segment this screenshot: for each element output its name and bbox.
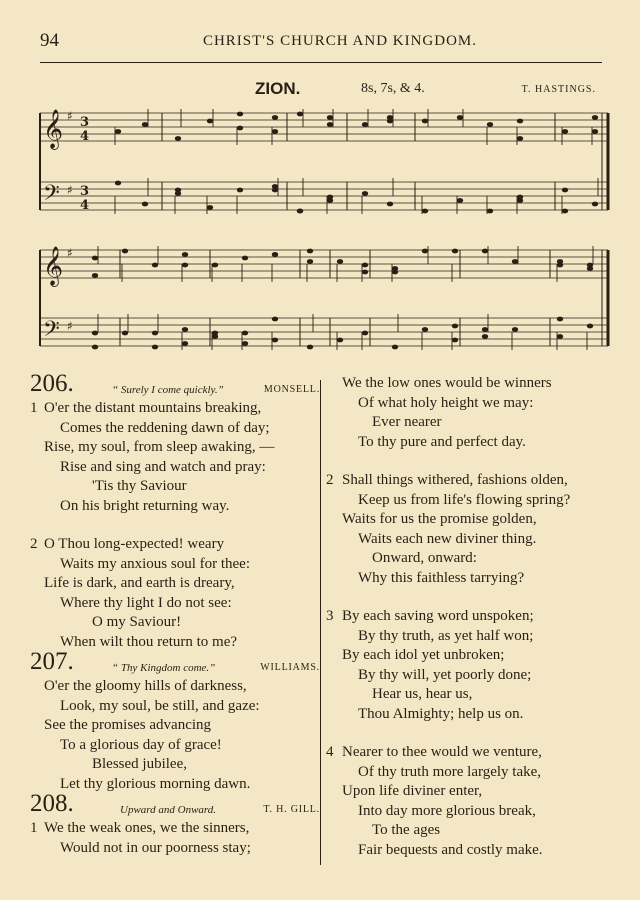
verse-line: Waits my anxious soul for thee: [60, 555, 251, 572]
note-head [517, 195, 523, 200]
sharp-icon: ♯ [67, 183, 73, 197]
note-head [237, 126, 243, 131]
note-head [115, 181, 121, 186]
note-head [362, 270, 368, 275]
note-head [152, 263, 158, 268]
verse-line: Ever nearer [372, 414, 442, 430]
note-head [327, 122, 333, 127]
note-head [562, 129, 568, 134]
note-head [482, 327, 488, 332]
note-head [142, 122, 148, 127]
note-head [362, 122, 368, 127]
hymn-208-number: 208. [30, 790, 74, 817]
note-head [362, 191, 368, 196]
note-head [182, 252, 188, 257]
note-head [562, 188, 568, 193]
note-head [587, 263, 593, 268]
time-signature-icon: 4 [80, 129, 90, 144]
hymn-208-stanza-1-cont [326, 374, 606, 452]
note-head [457, 115, 463, 120]
note-head [337, 259, 343, 264]
verse-line: We the low ones would be winners [342, 375, 552, 391]
note-head [307, 259, 313, 264]
verse-line: Why this faithless tarrying? [358, 569, 525, 586]
note-head [487, 122, 493, 127]
note-head [115, 129, 121, 134]
note-head [297, 112, 303, 117]
note-head [92, 273, 98, 278]
verse-line: Would not in our poorness stay; [60, 839, 251, 856]
verse-line: Let thy glorious morning dawn. [60, 775, 251, 792]
time-signature-icon: 4 [80, 198, 90, 213]
note-head [122, 249, 128, 254]
note-head [362, 263, 368, 268]
note-head [237, 112, 243, 117]
note-head [272, 338, 278, 343]
note-head [152, 345, 158, 350]
sharp-icon: ♯ [67, 109, 73, 123]
verse-line: 3 By each saving word unspoken; [326, 608, 534, 624]
verse-line: O'er the gloomy hills of darkness, [44, 678, 247, 694]
note-head [592, 115, 598, 120]
note-head [175, 136, 181, 141]
note-head [92, 345, 98, 350]
time-signature-icon: 3 [80, 184, 90, 199]
hymn-207-author: WILLIAMS. [260, 662, 320, 673]
note-head [92, 331, 98, 336]
note-head [512, 327, 518, 332]
verse-line: Comes the reddening dawn of day; [60, 419, 270, 436]
hymn-208-author: T. H. GILL. [263, 804, 320, 815]
hymn-207-stanza-1 [30, 677, 320, 794]
left-column [30, 370, 320, 858]
note-head [387, 115, 393, 120]
sharp-icon: ♯ [67, 246, 73, 260]
note-head [272, 252, 278, 257]
hymn-208-title: Upward and Onward. [120, 804, 217, 816]
verse-line: To a glorious day of grace! [60, 736, 222, 753]
note-head [242, 256, 248, 261]
sharp-icon: ♯ [67, 319, 73, 333]
hymn-206-stanza-1 [30, 399, 320, 516]
verse-line: Upon life diviner enter, [342, 783, 483, 799]
verse-line: Waits for us the promise golden, [342, 511, 537, 527]
note-head [517, 119, 523, 124]
verse-line: Onward, onward: [372, 550, 477, 566]
bass-clef-icon: 𝄢 [43, 181, 60, 211]
note-head [327, 195, 333, 200]
bass-clef-icon: 𝄢 [43, 317, 60, 347]
note-head [175, 191, 181, 196]
verse-line: When wilt thou return to me? [60, 633, 238, 650]
note-head [182, 341, 188, 346]
note-head [182, 327, 188, 332]
verse-line: Look, my soul, be still, and gaze: [60, 697, 260, 714]
verse-line: Keep us from life's flowing spring? [358, 491, 571, 508]
note-head [422, 209, 428, 214]
note-head [562, 209, 568, 214]
note-head [152, 331, 158, 336]
verse-line: On his bright returning way. [60, 497, 230, 514]
note-head [337, 338, 343, 343]
verse-line: 1 We the weak ones, we the sinners, [30, 820, 250, 836]
note-head [457, 198, 463, 203]
hymn-207-title: “ Thy Kingdom come.” [112, 662, 216, 674]
note-head [242, 331, 248, 336]
note-head [182, 263, 188, 268]
verse-line: 'Tis thy Saviour [92, 478, 187, 494]
verse-line: Into day more glorious break, [358, 802, 536, 819]
verse-line: By thy truth, as yet half won; [358, 627, 534, 644]
verse-line: Rise, my soul, from sleep awaking, — [44, 439, 275, 455]
verse-line: Of thy truth more largely take, [358, 763, 542, 780]
verse-line: See the promises advancing [44, 717, 212, 733]
note-head [327, 115, 333, 120]
note-head [392, 345, 398, 350]
note-head [587, 324, 593, 329]
note-head [422, 327, 428, 332]
note-head [142, 202, 148, 207]
note-head [452, 324, 458, 329]
note-head [297, 209, 303, 214]
note-head [212, 334, 218, 339]
verse-line: O my Saviour! [92, 614, 182, 630]
verse-line: By thy will, yet poorly done; [358, 666, 532, 683]
note-head [387, 202, 393, 207]
hymn-207-heading [30, 648, 320, 677]
column-divider [320, 380, 321, 865]
tune-meter: 8s, 7s, & 4. [361, 81, 425, 96]
verse-line: Life is dark, and earth is dreary, [44, 575, 235, 591]
hymn-206-title: “ Surely I come quickly.” [112, 384, 224, 396]
running-title: CHRIST'S CHURCH AND KINGDOM. [202, 33, 478, 49]
verse-line: Of what holy height we may: [358, 394, 534, 411]
note-head [422, 249, 428, 254]
note-head [422, 119, 428, 124]
note-head [487, 209, 493, 214]
note-head [272, 317, 278, 322]
verse-line: Where thy light I do not see: [60, 594, 232, 611]
right-column [326, 374, 606, 860]
note-head [242, 341, 248, 346]
note-head [512, 259, 518, 264]
verse-line: Hear us, hear us, [372, 686, 473, 702]
note-head [272, 188, 278, 193]
hymn-206-number: 206. [30, 370, 74, 397]
note-head [272, 115, 278, 120]
hymn-208-stanza-4 [326, 743, 606, 860]
note-head [517, 136, 523, 141]
verse-line: 2 Shall things withered, fashions olden, [326, 472, 568, 488]
note-head [452, 249, 458, 254]
verse-line: 4 Nearer to thee would we venture, [326, 744, 542, 760]
time-signature-icon: 3 [80, 115, 90, 130]
verse-line: Blessed jubilee, [92, 756, 187, 772]
note-head [592, 129, 598, 134]
note-head [207, 119, 213, 124]
note-head [452, 338, 458, 343]
note-head [557, 259, 563, 264]
note-head [592, 202, 598, 207]
note-head [272, 129, 278, 134]
verse-line: 2 O Thou long-expected! weary [30, 536, 225, 552]
note-head [482, 249, 488, 254]
note-head [92, 256, 98, 261]
tune-composer: T. HASTINGS. [521, 84, 596, 95]
note-head [122, 331, 128, 336]
note-head [237, 188, 243, 193]
hymn-208-heading [30, 790, 320, 819]
note-head [307, 345, 313, 350]
note-head [362, 331, 368, 336]
verse-line: By each idol yet unbroken; [342, 647, 505, 663]
treble-clef-icon: 𝄞 [43, 109, 64, 149]
hymn-206-author: MONSELL. [263, 384, 320, 395]
verse-line: To thy pure and perfect day. [358, 433, 526, 450]
hymn-206-heading [30, 370, 320, 399]
hymn-206-stanza-2 [30, 535, 320, 652]
note-head [307, 249, 313, 254]
page-number: 94 [40, 30, 59, 51]
verse-line: To the ages [372, 822, 441, 838]
verse-line: Rise and sing and watch and pray: [60, 458, 266, 475]
note-head [557, 334, 563, 339]
treble-clef-icon: 𝄞 [43, 246, 64, 286]
music-score [0, 0, 640, 365]
verse-line: 1 O'er the distant mountains breaking, [30, 400, 262, 416]
hymn-207-number: 207. [30, 648, 74, 675]
hymn-208-stanza-3 [326, 607, 606, 724]
verse-line: Thou Almighty; help us on. [358, 705, 524, 722]
note-head [482, 334, 488, 339]
note-head [212, 263, 218, 268]
note-head [392, 266, 398, 271]
tune-name: ZION. [255, 79, 301, 98]
verse-line: Fair bequests and costly make. [358, 841, 543, 858]
note-head [207, 205, 213, 210]
hymn-208-stanza-1-start [30, 819, 320, 858]
hymn-208-stanza-2 [326, 471, 606, 588]
note-head [557, 317, 563, 322]
verse-line: Waits each new diviner thing. [358, 530, 537, 547]
